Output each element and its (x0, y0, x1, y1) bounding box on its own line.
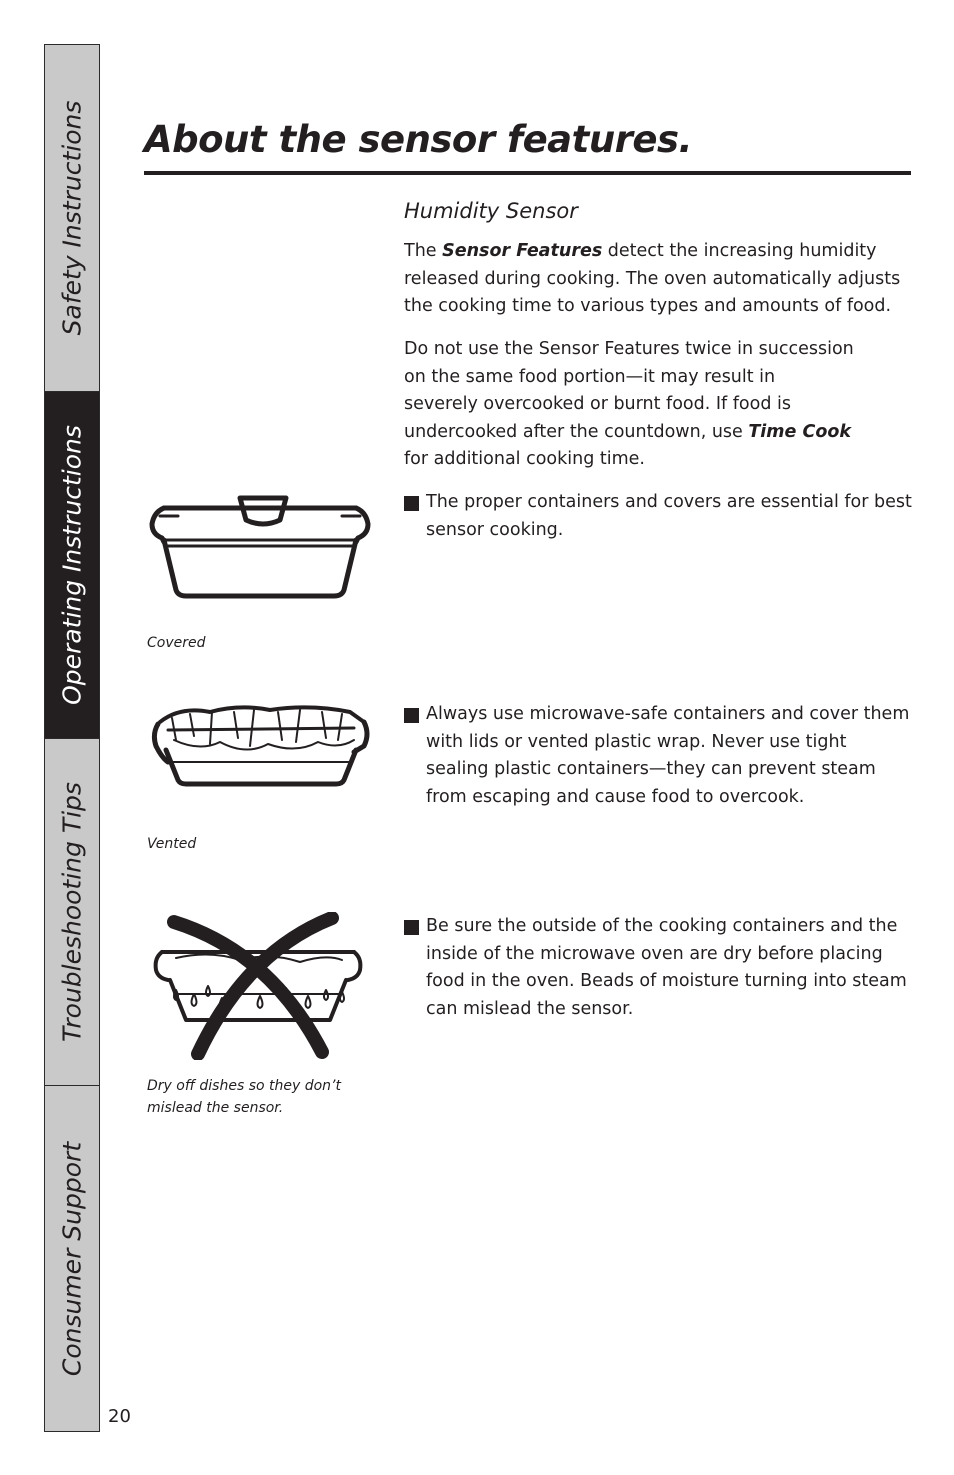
bullet-text: The proper containers and covers are essential for best sensor cooking. (426, 492, 912, 540)
intro-paragraph (404, 238, 904, 321)
bullet-square-icon (404, 920, 419, 935)
bullet-square-icon (404, 708, 419, 723)
figure-caption: Dry off dishes so they don’t mislead the sensor. (147, 1078, 341, 1116)
text-run: for additional cooking time. (404, 449, 645, 469)
covered-dish-icon (148, 490, 372, 605)
section-heading: Humidity Sensor (404, 199, 578, 223)
bullet-square-icon (404, 496, 419, 511)
vented-dish-icon (150, 700, 372, 790)
warning-paragraph (404, 336, 854, 474)
page-title: About the sensor features. (144, 118, 693, 161)
tab-safety-instructions[interactable] (45, 45, 99, 392)
sensor-features-term: Sensor Features (442, 241, 603, 261)
sidebar-tabs (44, 44, 100, 1432)
wet-dish-crossed-icon (150, 912, 366, 1060)
page-number: 20 (108, 1406, 131, 1427)
bullet-text: Be sure the outside of the cooking containers and the inside of the microwave oven are dry before placing food in the oven. Beads of moisture turning into steam can mislead the sensor. (426, 916, 907, 1019)
text-run: The (404, 241, 443, 261)
bullet-item (404, 701, 912, 811)
title-divider (144, 171, 911, 175)
bullet-item (404, 489, 912, 544)
tab-label: Consumer Support (57, 1141, 87, 1376)
tab-label: Troubleshooting Tips (57, 782, 87, 1042)
figure-caption: Vented (147, 836, 197, 852)
time-cook-term: Time Cook (748, 421, 852, 442)
tab-troubleshooting-tips[interactable] (45, 739, 99, 1086)
bullet-text: Always use microwave-safe containers and cover them with lids or vented plastic wrap. Never use tight sealing plastic containers—they can prevent steam from escaping and cause food to overcook. (426, 704, 910, 807)
tab-label: Safety Instructions (57, 100, 87, 336)
text-run: detect the increasing humidity released during cooking. The oven automatically adjusts the cooking time to various types and amounts of food. (404, 241, 901, 316)
text-run: Do not use the Sensor Features twice in succession on the same food portion—it may result in severely overcooked or burnt food. If food is undercooked after the countdown, use (404, 339, 854, 442)
tab-label: Operating Instructions (57, 425, 87, 705)
bullet-item (404, 913, 912, 1023)
figure-caption: Covered (147, 635, 206, 651)
tab-consumer-support[interactable] (45, 1086, 99, 1431)
tab-operating-instructions[interactable] (45, 392, 99, 739)
